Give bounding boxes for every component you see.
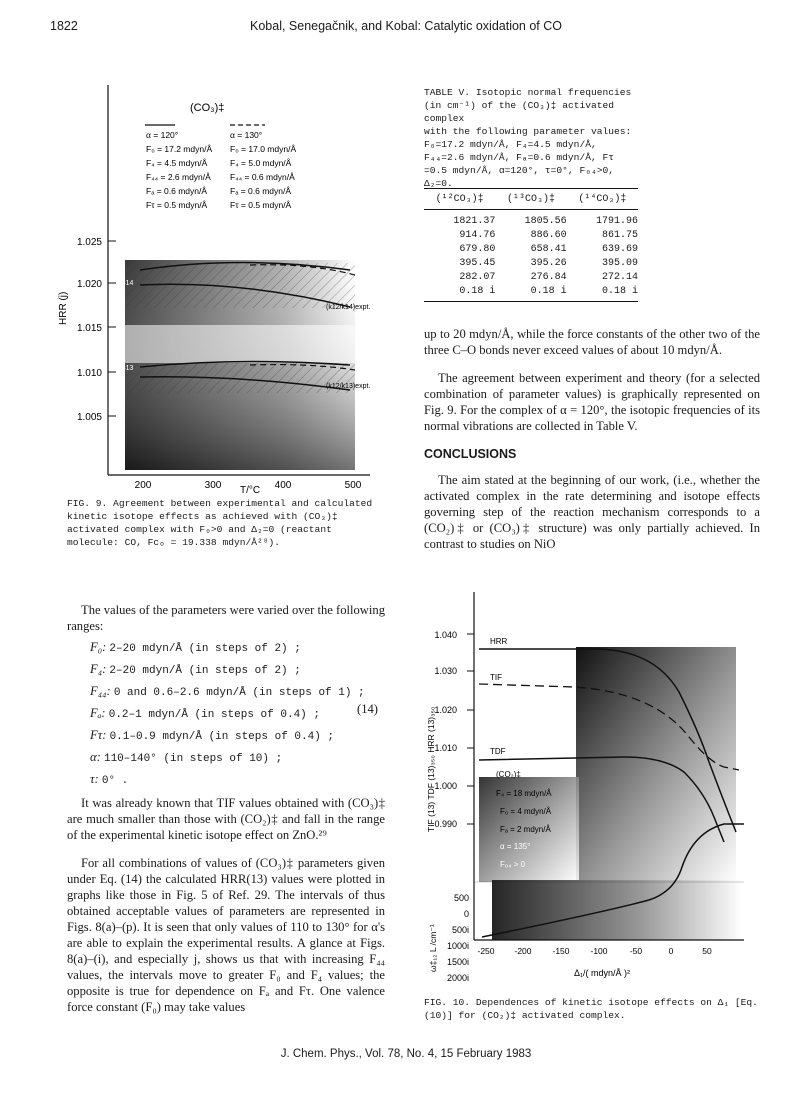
fig10-ytick: 1.000 — [434, 781, 457, 791]
table5-col-header: (¹⁴CO₃)‡ — [578, 193, 627, 205]
range-symbol: F₄₄: — [90, 684, 111, 698]
fig10-ytick: 1.010 — [434, 743, 457, 753]
range-text: 0° . — [101, 775, 129, 787]
fig10-ytick: 1500i — [446, 957, 469, 967]
fig10-ytick: 1.040 — [434, 630, 457, 640]
footer: J. Chem. Phys., Vol. 78, No. 4, 15 February 1983 — [280, 1048, 532, 1060]
fig10-param: (CO₂)‡ — [496, 770, 521, 779]
range-symbol: F₄: — [90, 662, 107, 676]
table5-cell: 658.41 — [530, 243, 567, 255]
fig9-expt13: (k12/k13)expt. — [326, 383, 371, 390]
table5-cell: 395.09 — [601, 257, 638, 269]
fig10-param: α = 135° — [500, 842, 531, 851]
table5-caption-line: with the following parameter values: — [424, 126, 632, 137]
range-text: 0.2–1 mdyn/Å (in steps of 0.4) ; — [108, 709, 320, 721]
fig9-xlabel: T/°C — [240, 485, 261, 495]
fig10-ytick: 500i — [451, 925, 469, 935]
table-row — [424, 210, 638, 229]
paragraph: For all combinations of values of (CO₃)‡ parameters given under Eq. (14) the calculated HRR(13) values were plotted in graphs like those in Fig. 5 of Ref. 29. The intervals of thus obtained acceptable values of parameters are represented in Figs. 8(a)–(p). It is seen that only values of 110 to 130° for α's are able to explain the experimental results. A glance at Figs. 8(a)–(i), and especially j, shows us that with increasing F₄₄ values, the intervals move to greater F₀ and F₄ values; the opposite is true for dependence on Fₐ and Fτ. One valence force constant (F₀) may take values — [67, 856, 385, 1014]
right-column-text — [424, 326, 760, 564]
range-text: 110–140° (in steps of 10) ; — [103, 753, 283, 765]
figure-9 — [50, 85, 380, 495]
range-line — [90, 658, 390, 680]
table5-cell: 1805.56 — [524, 215, 567, 227]
fig10-ylabel-top: TIF (13) TDF (13)₃₅₀ HRR (13)₃₅₀ — [426, 706, 436, 832]
fig9-right-param: α = 130° — [230, 130, 263, 140]
fig10-ytick: 0.990 — [434, 819, 457, 829]
fig10-xtick: -200 — [514, 946, 532, 956]
paragraph: It was already known that TIF values obtained with (CO₃)‡ are much smaller than those with (CO₂)‡ and fall in the range of the experimental kinetic isotope effect on ZnO.²⁹ — [67, 796, 385, 842]
fig9-left-param: F₄ = 4.5 mdyn/Å — [146, 158, 208, 168]
fig10-xtick: -100 — [590, 946, 608, 956]
fig9-expt14: (k12/k14)expt. — [326, 304, 371, 311]
table5-cell: 282.07 — [459, 271, 496, 283]
fig9-ytick: 1.020 — [76, 279, 102, 290]
left-column-body — [67, 795, 385, 1027]
fig9-xtick: 300 — [204, 480, 222, 491]
table5-caption-line: (in cm⁻¹) of the (CO₃)‡ activated complex — [424, 100, 615, 124]
fig9-ytick: 1.005 — [76, 412, 102, 423]
fig10-xlabel: Δ₁/( mdyn/Å )² — [574, 968, 631, 978]
fig10-xtick: -250 — [477, 946, 495, 956]
fig10-ytick: 0 — [463, 909, 469, 919]
table5-cell: 0.18 i — [459, 285, 496, 297]
fig9-ytick: 1.010 — [76, 368, 102, 379]
fig9-band14-label: j=14 — [120, 280, 134, 287]
fig9-right-param: F₄ = 5.0 mdyn/Å — [230, 158, 292, 168]
range-line — [90, 680, 390, 702]
fig9-right-param: Fₐ = 0.6 mdyn/Å — [230, 186, 292, 196]
table5 — [424, 188, 638, 302]
range-symbol: F₀: — [90, 640, 107, 654]
range-line — [90, 636, 390, 658]
parameter-ranges — [90, 636, 390, 790]
fig9-band13-label: j=13 — [120, 365, 134, 372]
table-row — [424, 284, 638, 302]
fig9-right-param: F₀ = 17.0 mdyn/Å — [230, 144, 297, 154]
table5-cell: 395.26 — [530, 257, 567, 269]
left-column-text — [67, 602, 385, 640]
range-text: 0.1–0.9 mdyn/Å (in steps of 0.4) ; — [109, 731, 334, 743]
fig10-ylabel-bottom: ω‡₁₂ L /cm⁻¹ — [428, 924, 438, 972]
fig10-ytick: 1.020 — [434, 705, 457, 715]
page-number: 1822 — [50, 19, 78, 33]
fig10-curve-label: TDF — [490, 747, 506, 756]
fig9-right-param: F₄₄ = 0.6 mdyn/Å — [230, 172, 295, 182]
fig10-param: F₄ = 18 mdyn/Å — [496, 789, 552, 798]
table5-col-header: (¹³CO₃)‡ — [506, 193, 555, 205]
table5-cell: 886.60 — [530, 229, 567, 241]
table5-caption-line: F₄₄=2.6 mdyn/Å, Fₐ=0.6 mdyn/Å, Fτ — [424, 152, 614, 163]
fig10-curve-label: HRR — [490, 637, 508, 646]
table-row — [424, 270, 638, 284]
table-row — [424, 228, 638, 242]
table5-cell: 1821.37 — [453, 215, 496, 227]
fig9-legend-title: (CO₃)‡ — [190, 102, 225, 114]
fig10-ytick: 500 — [453, 893, 469, 903]
range-line — [90, 768, 390, 790]
fig10-ytick: 1000i — [446, 941, 469, 951]
fig10-ytick: 2000i — [446, 973, 469, 983]
table-row — [424, 256, 638, 270]
fig9-left-param: F₄₄ = 2.6 mdyn/Å — [146, 172, 211, 182]
table5-cell: 0.18 i — [530, 285, 567, 297]
table5-cell: 861.75 — [601, 229, 638, 241]
table5-cell: 914.76 — [459, 229, 496, 241]
fig9-caption: FIG. 9. Agreement between experimental and calculated kinetic isotope effects as achieved with (CO₃)‡ activated complex with F₀>0 and Δ₂=0 (reactant molecule: CO, Fᴄₒ = 19.338 mdyn/Å²⁸). — [67, 498, 373, 548]
table5-caption — [424, 86, 639, 190]
section-heading: CONCLUSIONS — [424, 447, 517, 461]
fig10-xtick: 0 — [668, 946, 674, 956]
range-symbol: τ: — [90, 772, 99, 786]
equation-number: (14) — [357, 702, 378, 716]
fig9-right-param: Fτ = 0.5 mdyn/Å — [230, 200, 292, 210]
table5-caption-line: F₀=17.2 mdyn/Å, F₄=4.5 mdyn/Å, — [424, 139, 597, 150]
figure-10 — [424, 592, 764, 992]
range-text: 2–20 mdyn/Å (in steps of 2) ; — [109, 665, 301, 677]
fig10-caption: FIG. 10. Dependences of kinetic isotope effects on Δ₁ [Eq. (10)] for (CO₂)‡ activated complex. — [424, 997, 758, 1021]
fig9-xtick: 400 — [274, 480, 292, 491]
table5-cell: 272.14 — [601, 271, 638, 283]
range-text: 2–20 mdyn/Å (in steps of 2) ; — [109, 643, 301, 655]
fig9-left-param: α = 120° — [146, 130, 179, 140]
table5-caption-line: TABLE V. Isotopic normal frequencies — [424, 87, 632, 98]
paragraph: The aim stated at the beginning of our work, (i.e., whether the activated complex in the rate determining and isotope effects governing step of the reaction mechanism corresponds to a (CO₂)‡ or (CO₃)‡ structure) was only partially achieved. In contrast to studies on NiO — [424, 473, 760, 551]
range-line — [90, 746, 390, 768]
paragraph: The values of the parameters were varied over the following ranges: — [67, 603, 385, 633]
range-symbol: Fτ: — [90, 728, 107, 742]
fig10-xtick: 50 — [702, 946, 712, 956]
fig9-left-param: F₀ = 17.2 mdyn/Å — [146, 144, 213, 154]
table5-cell: 276.84 — [530, 271, 567, 283]
range-symbol: Fₐ: — [90, 706, 106, 720]
fig10-curve-label: TIF — [490, 673, 502, 682]
range-text: 0 and 0.6–2.6 mdyn/Å (in steps of 1) ; — [113, 687, 365, 699]
paragraph: up to 20 mdyn/Å, while the force constants of the other two of the three C–O bonds never exceed values of about 10 mdyn/Å. — [424, 327, 760, 357]
table5-caption-line: =0.5 mdyn/Å, α=120°, τ=0°, F₀₄>0, — [424, 165, 614, 176]
table5-col-header: (¹²CO₃)‡ — [435, 193, 484, 205]
fig9-ytick: 1.025 — [76, 237, 102, 248]
fig9-ytick: 1.015 — [76, 323, 102, 334]
table-row — [424, 242, 638, 256]
fig9-left-param: Fτ = 0.5 mdyn/Å — [146, 200, 208, 210]
fig10-xtick: -150 — [552, 946, 570, 956]
table5-caption-line: Δ₂=0. — [424, 178, 453, 189]
table5-cell: 1791.96 — [595, 215, 638, 227]
fig9-left-param: Fₐ = 0.6 mdyn/Å — [146, 186, 208, 196]
paragraph: The agreement between experiment and theory (for a selected combination of parameter values) is graphically represented on Fig. 9. For the complex of α = 120°, the isotopic frequencies of its normal vibrations are collected in Table V. — [424, 371, 760, 433]
fig9-xtick: 500 — [344, 480, 362, 491]
fig10-param: Fₐ = 2 mdyn/Å — [500, 825, 551, 834]
fig10-ytick: 1.030 — [434, 666, 457, 676]
fig9-ylabel: HRR (j) — [58, 291, 69, 325]
fig10-param: F₀₄ > 0 — [500, 860, 526, 869]
range-line — [90, 702, 390, 724]
table5-cell: 639.69 — [601, 243, 638, 255]
running-title: Kobal, Senegačnik, and Kobal: Catalytic oxidation of CO — [250, 19, 562, 33]
table5-cell: 395.45 — [459, 257, 496, 269]
fig9-xtick: 200 — [134, 480, 152, 491]
range-symbol: α: — [90, 750, 101, 764]
table5-cell: 0.18 i — [601, 285, 638, 297]
range-line — [90, 724, 390, 746]
fig10-param: F₀ = 4 mdyn/Å — [500, 807, 552, 816]
table5-cell: 679.80 — [459, 243, 496, 255]
fig10-xtick: -50 — [629, 946, 643, 956]
